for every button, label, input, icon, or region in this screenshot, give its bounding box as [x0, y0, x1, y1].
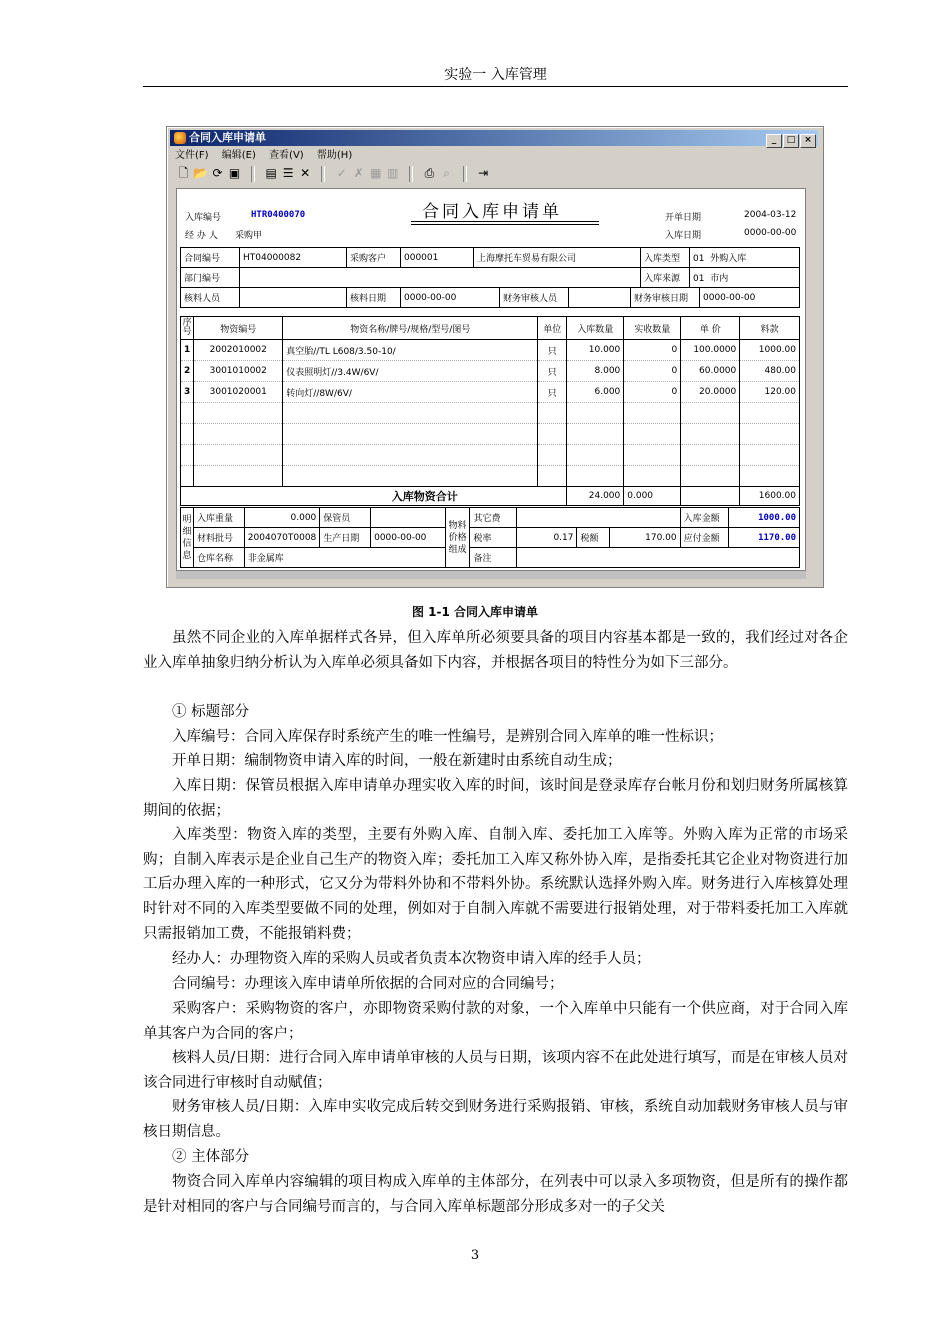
paragraph: 核料人员/日期：进行合同入库申请单审核的人员与日期，该项内容不在此处进行填写，而是在审核人员对该合同进行审核时自动赋值； — [143, 1050, 848, 1091]
col-price: 单 价 — [681, 317, 740, 340]
print-icon[interactable]: ⎙ — [424, 166, 435, 180]
col-amount: 料款 — [740, 317, 800, 340]
paragraph: 经办人：办理物资入库的采购人员或者负责本次物资申请入库的经手人员； — [172, 951, 651, 967]
contract-label: 合同编号 — [181, 248, 240, 268]
preview-icon[interactable]: ⌕ — [443, 166, 450, 180]
app-window — [166, 126, 824, 588]
paragraph: 虽然不同企业的入库单据样式各异，但入库单所必须要具备的项目内容基本都是一致的，我们经过对各企业入库单抽象归纳分析认为入库单必须具备如下内容，并根据各项目的特性分为如下三部分。 — [143, 630, 848, 671]
row-qty: 8.000 — [567, 361, 624, 382]
fin-value[interactable] — [569, 288, 631, 308]
app-icon — [174, 132, 186, 144]
detail-row-2 — [181, 528, 800, 548]
in-no-label: 入库编号 — [185, 213, 222, 223]
col-name: 物资名称/牌号/规格/型号/图号 — [283, 317, 538, 340]
fin-label: 财务审核人员 — [500, 288, 569, 308]
row-recv: 0 — [624, 382, 681, 403]
paragraph: 入库日期：保管员根据入库申请单办理实收入库的时间，该时间是登录库存台帐月份和划归财务所属核算期间的依据； — [143, 778, 848, 819]
other-fee-label: 其它费 — [470, 508, 517, 528]
paragraph: 财务审核人员/日期：入库申实收完成后转交到财务进行采购报销、审核，系统自动加载财务审核人员与审核日期信息。 — [143, 1099, 848, 1140]
keeper-label: 保管员 — [320, 508, 371, 528]
row-code: 3001010002 — [194, 361, 283, 382]
remark-label: 备注 — [470, 548, 517, 568]
row-code: 2002010002 — [194, 340, 283, 361]
handler-label: 经 办 人 — [185, 231, 218, 241]
empty-row[interactable] — [181, 424, 800, 445]
batch-label: 材料批号 — [193, 528, 244, 548]
total-qty: 24.000 — [567, 487, 624, 506]
header-row-3 — [181, 288, 800, 308]
col-code: 物资编号 — [194, 317, 283, 340]
row-no: 1 — [181, 340, 194, 361]
check-date-label: 核料日期 — [347, 288, 401, 308]
paragraph: ② 主体部分 — [172, 1149, 250, 1165]
price-group-label: 物料价格组成 — [445, 508, 470, 568]
check-icon[interactable]: ✓ — [336, 166, 347, 180]
keeper-value[interactable] — [371, 508, 446, 528]
prod-date-label: 生产日期 — [320, 528, 371, 548]
row-code: 3001020001 — [194, 382, 283, 403]
table-row[interactable] — [181, 382, 800, 403]
source-label: 入库来源 — [641, 268, 690, 288]
customer-code[interactable]: 000001 — [401, 248, 474, 268]
handler-value[interactable]: 采购甲 — [235, 231, 263, 241]
detail-side-label: 明细信息 — [181, 508, 194, 568]
refresh-icon[interactable]: ⟳ — [212, 166, 223, 180]
paragraph: 合同编号：办理该入库申请单所依据的合同对应的合同编号； — [172, 976, 564, 992]
maximize-button[interactable]: □ — [783, 134, 799, 148]
col-no: 序号 — [181, 317, 194, 340]
source-name: 市内 — [710, 274, 729, 284]
source-value[interactable] — [690, 268, 800, 288]
type-label: 入库类型 — [641, 248, 690, 268]
empty-row[interactable] — [181, 445, 800, 466]
open-date-label: 开单日期 — [665, 213, 702, 223]
header-row-2 — [181, 268, 800, 288]
new-icon[interactable]: 🗋 — [178, 166, 189, 180]
title-underline — [411, 221, 599, 222]
toolbar-separator — [251, 166, 255, 182]
row-unit: 只 — [538, 340, 567, 361]
fin-date-value[interactable]: 0000-00-00 — [700, 288, 800, 308]
open-folder-icon[interactable]: 📂 — [193, 166, 208, 180]
exit-icon[interactable]: ⇥ — [478, 166, 489, 180]
save-icon[interactable]: ▣ — [228, 166, 241, 180]
row-price: 60.0000 — [681, 361, 740, 382]
row-unit: 只 — [538, 361, 567, 382]
total-row — [181, 487, 800, 506]
toolbar — [175, 165, 492, 185]
menu-edit[interactable]: 编辑(E) — [221, 150, 256, 161]
pay-value[interactable]: 1170.00 — [729, 528, 800, 548]
table-row[interactable] — [181, 340, 800, 361]
paragraph: 开单日期：编制物资申请入库的时间，一般在新建时由系统自动生成； — [172, 753, 622, 769]
paragraph: 物资合同入库单内容编辑的项目构成入库单的主体部分，在列表中可以录入多项物资，但是所有的操作都是针对相同的客户与合同编号而言的，与合同入库单标题部分形成多对一的子父关 — [143, 1174, 848, 1215]
row-amount: 1000.00 — [740, 340, 800, 361]
type-value[interactable] — [690, 248, 800, 268]
pay-label: 应付金额 — [680, 528, 729, 548]
items-header — [181, 317, 800, 340]
title-underline — [411, 224, 599, 225]
row-unit: 只 — [538, 382, 567, 403]
source-code: 01 — [693, 274, 705, 284]
row-no: 3 — [181, 382, 194, 403]
paragraph: ① 标题部分 — [172, 704, 250, 720]
customer-name[interactable]: 上海摩托车贸易有限公司 — [474, 248, 641, 268]
row-qty: 6.000 — [567, 382, 624, 403]
title-bar — [170, 130, 818, 146]
uncheck-icon[interactable]: ✗ — [353, 166, 364, 180]
delete-icon[interactable]: ✕ — [300, 166, 311, 180]
tax-rate-label: 税率 — [470, 528, 517, 548]
col-recv: 实收数量 — [624, 317, 681, 340]
window-controls — [765, 131, 816, 148]
empty-row[interactable] — [181, 466, 800, 487]
paragraph: 入库类型：物资入库的类型，主要有外购入库、自制入库、委托加工入库等。外购入库为正常的市场采购；自制入库表示是企业自己生产的物资入库；委托加工入库又称外协入库，是指委托其它企业对物资进行加工后办理入库的一种形式，它又分为带料外协和不带料外协。系统默认选择外购入库。财务进行入库核算处理时针对不同的入库类型要做不同的处理，例如对于自制入库就不需要进行报销处理，对于带料委托加工入库就只需报销加工费，不能报销料费； — [143, 827, 848, 942]
total-amount: 1600.00 — [740, 487, 800, 506]
toolbar-separator — [409, 166, 413, 182]
paragraph: 采购客户：采购物资的客户，亦即物资采购付款的对象，一个入库单中只能有一个供应商，对于合同入库单其客户为合同的客户； — [143, 1001, 848, 1042]
total-recv: 0.000 — [624, 487, 681, 506]
items-table — [180, 316, 800, 506]
in-amount-value[interactable]: 1000.00 — [729, 508, 800, 528]
toolbar-separator — [321, 166, 325, 182]
paragraph: 入库编号：合同入库保存时系统产生的唯一性编号，是辨别合同入库单的唯一性标识； — [172, 729, 723, 745]
table-icon[interactable]: ▥ — [387, 166, 399, 180]
header-rule — [143, 86, 848, 87]
detail-row-3 — [181, 548, 800, 568]
batch-value[interactable]: 2004070T0008 — [244, 528, 319, 548]
row-recv: 0 — [624, 340, 681, 361]
row-price: 20.0000 — [681, 382, 740, 403]
grid-icon[interactable]: ▦ — [370, 166, 382, 180]
table-row[interactable] — [181, 361, 800, 382]
tax-label: 税额 — [577, 528, 610, 548]
toolbar-separator — [463, 166, 467, 182]
in-date-label: 入库日期 — [665, 231, 702, 241]
row-amount: 120.00 — [740, 382, 800, 403]
document-icon[interactable]: ▤ — [265, 166, 277, 180]
prod-date-value[interactable]: 0000-00-00 — [371, 528, 446, 548]
figure-caption: 图 1-1 合同入库申请单 — [411, 605, 539, 619]
check-date-value[interactable]: 0000-00-00 — [401, 288, 500, 308]
window-title: 合同入库申请单 — [189, 131, 266, 144]
other-fee-value[interactable] — [517, 508, 680, 528]
page-number: 3 — [470, 1248, 480, 1263]
menu-view[interactable]: 查看(V) — [269, 150, 304, 161]
in-no-value[interactable]: HTR0400070 — [251, 210, 306, 220]
form-title: 合同入库申请单 — [422, 202, 562, 222]
in-amount-label: 入库金额 — [680, 508, 729, 528]
type-code: 01 — [693, 254, 705, 264]
review-grid — [180, 287, 800, 308]
tax-value[interactable]: 170.00 — [610, 528, 680, 548]
insert-row-icon[interactable]: ☰ — [282, 166, 294, 180]
weight-value[interactable]: 0.000 — [244, 508, 319, 528]
dept-label: 部门编号 — [181, 268, 240, 288]
col-unit: 单位 — [538, 317, 567, 340]
checker-label: 核料人员 — [181, 288, 240, 308]
minimize-button[interactable]: _ — [766, 134, 782, 148]
remark-value[interactable] — [517, 548, 800, 568]
tax-rate-value[interactable]: 0.17 — [517, 528, 577, 548]
detail-row-1 — [181, 508, 800, 528]
type-name: 外购入库 — [710, 254, 747, 264]
horizontal-scrollbar[interactable] — [176, 570, 806, 579]
page-header: 实验一 入库管理 — [444, 67, 547, 83]
menu-help[interactable]: 帮助(H) — [316, 150, 353, 161]
dept-value[interactable] — [240, 268, 641, 288]
row-recv: 0 — [624, 361, 681, 382]
close-button[interactable]: × — [800, 134, 816, 148]
row-name: 转向灯//8W/6V/ — [283, 382, 538, 403]
checker-value[interactable] — [240, 288, 347, 308]
row-no: 2 — [181, 361, 194, 382]
detail-table — [180, 507, 800, 568]
in-date-value[interactable]: 0000-00-00 — [744, 228, 797, 238]
row-qty: 10.000 — [567, 340, 624, 361]
row-name: 真空胎//TL L608/3.50-10/ — [283, 340, 538, 361]
menu-bar — [175, 148, 362, 164]
total-label: 入库物资合计 — [181, 487, 538, 506]
customer-label: 采购客户 — [347, 248, 401, 268]
menu-file[interactable]: 文件(F) — [175, 150, 209, 161]
row-name: 仪表照明灯//3.4W/6V/ — [283, 361, 538, 382]
contract-value[interactable]: HT04000082 — [240, 248, 347, 268]
warehouse-label: 仓库名称 — [193, 548, 244, 568]
header-row-1 — [181, 248, 800, 268]
col-qty: 入库数量 — [567, 317, 624, 340]
row-amount: 480.00 — [740, 361, 800, 382]
row-price: 100.0000 — [681, 340, 740, 361]
warehouse-value[interactable]: 非金属库 — [244, 548, 445, 568]
header-grid — [180, 247, 800, 288]
open-date-value[interactable]: 2004-03-12 — [744, 210, 797, 220]
weight-label: 入库重量 — [193, 508, 244, 528]
form-sheet — [176, 188, 806, 571]
empty-row[interactable] — [181, 403, 800, 424]
fin-date-label: 财务审核日期 — [631, 288, 700, 308]
